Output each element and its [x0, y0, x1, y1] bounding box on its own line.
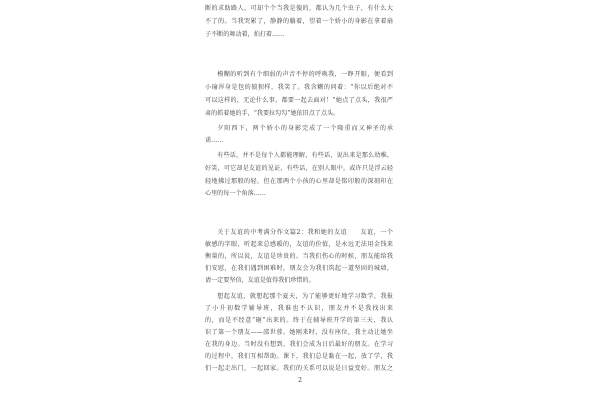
text-line: 的，而是不经意“砸”出来的。终于在辅导班开学的第三天，我认 [205, 317, 393, 324]
text-line: 们安慰，在我们遇到困难时，朋友会为我们筑起一道坚固的城墙， [205, 265, 393, 272]
text-line: 小瑜浑身是包的狼狈样，我笑了。我含糊的问着：“你以后绝对不 [205, 84, 393, 91]
text-line: 模糊的听到有个细弱的声音不停的呼唤我，一睁开眼，便看到 [217, 71, 393, 78]
text-line: 敏感的字眼，听起来总感暖的，友谊的价值，是永远无法用金钱来 [205, 241, 393, 248]
text-line: 断的求助路人，可却个个当我是傻的，都认为几个虫子，有什么大 [205, 5, 393, 12]
text-line: 了小升初数学辅导班，我谁也不认识，朋友并不是我找出来 [205, 305, 393, 312]
text-line: 关于友谊的中考满分作文篇2：我和她的友谊 友谊，一个 [217, 229, 393, 236]
page-number: 2 [298, 377, 302, 384]
text-line: 可以这样的，无论什么事，都要一起去面对！”她点了点头，我很严 [205, 97, 393, 104]
text-line: 不了的。当我哭累了，静静的躺着，望着一个娇小的身影在拿着扇 [205, 18, 393, 25]
text-line: 在我的身边。当时没有想到，我们会成为日后最好的朋友。在学习 [205, 341, 393, 348]
text-line: 的过程中，我们互相帮助。课下，我们总是黏在一起，放了学，我 [205, 353, 393, 360]
text-line: 衡量的，所以说，友谊是珍贵的。当我们伤心的时候，朋友能给我 [205, 253, 393, 260]
text-line: 好笑，可它却是友谊的见证，有些话，在别人眼中，或许只是浮云轻 [205, 165, 393, 172]
text-line: 心里的每一个角落…… [205, 190, 266, 197]
text-line: 们一起走出门，一起回家。我们的关系可以说是日益变好。朋友之 [205, 365, 393, 372]
text-line: 识了第一个朋友——邵世蓉。她刚来时，没有座位，我主动让她坐 [205, 329, 393, 336]
text-line: 请一定要坚信，友谊是值得我们珍惜的。 [205, 277, 315, 284]
text-line: 夕阳西下，两个娇小的身影完成了一个隆重而又神圣的承 [217, 125, 393, 132]
text-line: 子不断的舞动着，拍打着…… [205, 31, 285, 38]
text-line: 肃的抓着她的手，“我要拉勾勾”她依旧点了点头。 [205, 110, 340, 117]
text-line: 轻地拂过那般的轻，但在那两个小孩的心里却是铭印般的深刻印在 [205, 178, 393, 185]
text-line: 诺…… [205, 137, 224, 144]
text-line: 想起友谊，就想起那个夏天，为了能够更好地学习数学，我报 [217, 293, 393, 300]
text-line: 有些话，并不是每个人都能理解，有些话，说出来是那么幼稚， [217, 152, 393, 159]
